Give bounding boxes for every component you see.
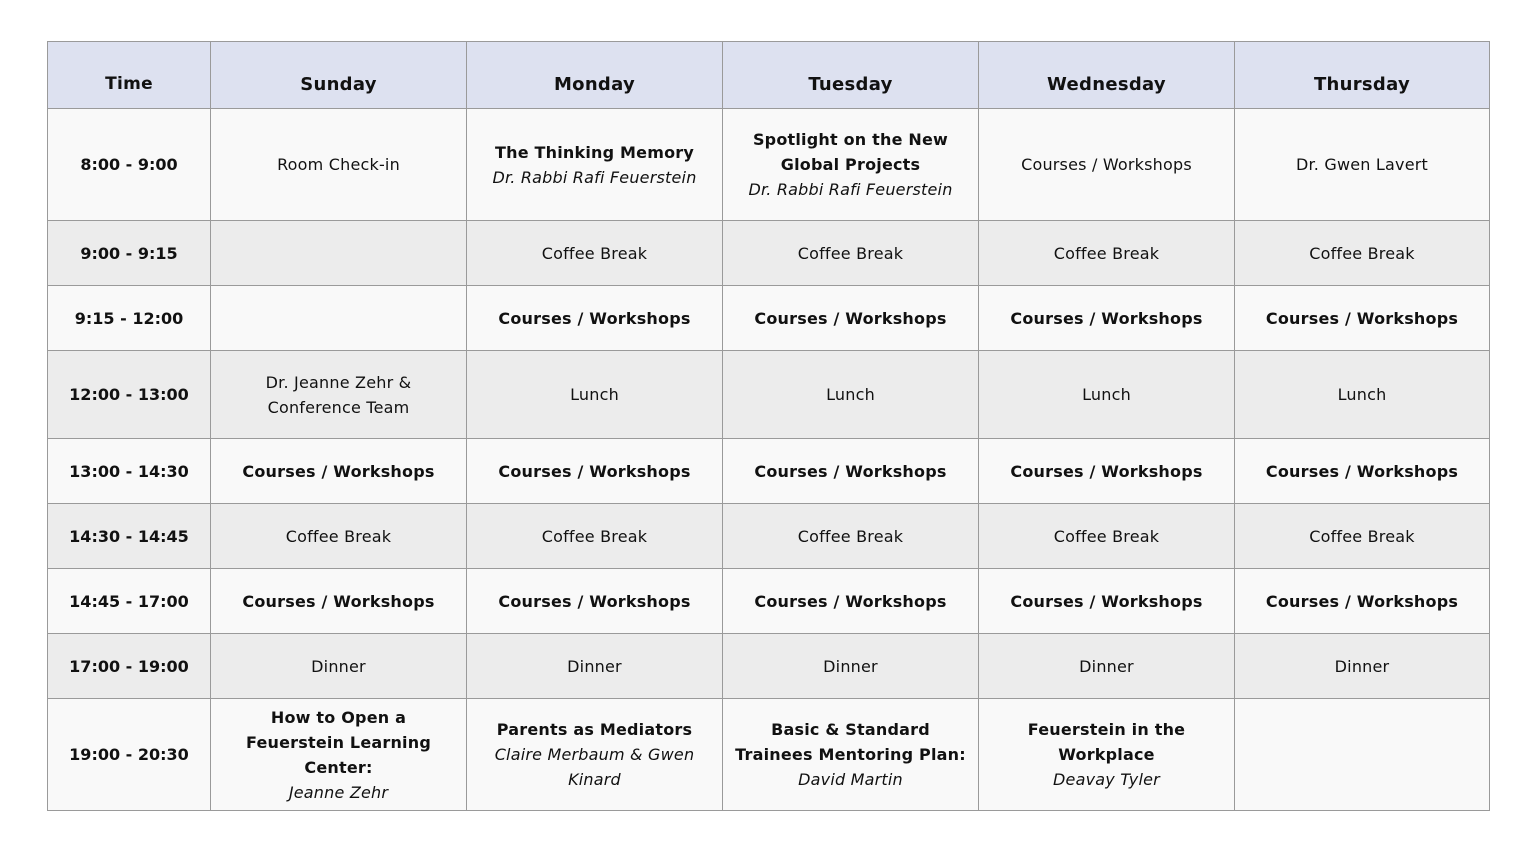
session-text: Coffee Break	[1309, 243, 1415, 263]
session-cell-thursday	[1235, 286, 1490, 351]
session-cell-sunday	[211, 109, 467, 221]
session-cell-thursday	[1235, 109, 1490, 221]
session-cell-thursday	[1235, 439, 1490, 504]
session-title: Courses / Workshops	[1010, 591, 1203, 611]
header-monday: Monday	[467, 42, 723, 109]
session-cell-monday	[467, 504, 723, 569]
session-cell-monday	[467, 221, 723, 286]
header-tuesday: Tuesday	[723, 42, 979, 109]
session-text: Dinner	[1334, 656, 1390, 676]
session-title: Courses / Workshops	[1265, 591, 1459, 611]
session-cell-tuesday	[723, 634, 979, 699]
session-text: Dr. Jeanne Zehr & Conference Team	[265, 372, 412, 417]
session-title: Courses / Workshops	[1010, 308, 1203, 328]
session-text: Coffee Break	[1309, 526, 1415, 546]
session-cell-thursday	[1235, 699, 1490, 811]
session-cell-sunday	[211, 286, 467, 351]
session-cell-thursday	[1235, 351, 1490, 439]
session-title: Courses / Workshops	[754, 308, 947, 328]
session-cell-wednesday	[979, 351, 1235, 439]
session-title: Courses / Workshops	[242, 591, 435, 611]
session-title: Courses / Workshops	[242, 461, 435, 481]
session-text: Dinner	[311, 656, 366, 676]
session-title: Courses / Workshops	[498, 591, 691, 611]
header-wednesday: Wednesday	[979, 42, 1235, 109]
time-slot: 17:00 - 19:00	[48, 634, 211, 699]
session-cell-wednesday	[979, 439, 1235, 504]
session-text: Coffee Break	[541, 243, 648, 263]
session-text: Courses / Workshops	[1021, 155, 1192, 174]
session-title: Basic & Standard Trainees Mentoring Plan:	[735, 720, 966, 764]
time-slot: 8:00 - 9:00	[48, 109, 211, 221]
session-text: Lunch	[826, 385, 875, 404]
session-cell-monday	[467, 634, 723, 699]
session-text: Lunch	[1337, 385, 1387, 404]
session-cell-wednesday	[979, 109, 1235, 221]
session-text: Dr. Gwen Lavert	[1295, 155, 1429, 174]
session-cell-tuesday	[723, 221, 979, 286]
header-time: Time	[48, 42, 211, 109]
session-cell-wednesday	[979, 634, 1235, 699]
session-text: Coffee Break	[541, 526, 648, 546]
session-text: Coffee Break	[1053, 243, 1160, 263]
session-text: Lunch	[570, 385, 619, 404]
session-cell-sunday	[211, 351, 467, 439]
session-title: Courses / Workshops	[1265, 308, 1459, 328]
session-text: Lunch	[1082, 385, 1131, 404]
session-cell-sunday	[211, 634, 467, 699]
session-title: Spotlight on the New Global Projects	[752, 130, 949, 174]
session-title: Courses / Workshops	[754, 591, 947, 611]
time-slot: 9:15 - 12:00	[48, 286, 211, 351]
session-presenter: David Martin	[798, 770, 903, 789]
header-row	[48, 42, 1490, 109]
session-text: Room Check-in	[277, 155, 400, 174]
session-title: Courses / Workshops	[1010, 461, 1203, 481]
session-title: The Thinking Memory	[494, 142, 694, 162]
session-cell-thursday	[1235, 504, 1490, 569]
schedule-row	[48, 699, 1490, 811]
session-title: Courses / Workshops	[498, 461, 691, 481]
session-title: Courses / Workshops	[1265, 461, 1459, 481]
schedule-row	[48, 569, 1490, 634]
session-cell-thursday	[1235, 634, 1490, 699]
session-cell-tuesday	[723, 286, 979, 351]
session-cell-sunday	[211, 504, 467, 569]
header-thursday: Thursday	[1235, 42, 1490, 109]
schedule-row	[48, 351, 1490, 439]
session-cell-thursday	[1235, 221, 1490, 286]
session-cell-wednesday	[979, 504, 1235, 569]
session-presenter: Claire Merbaum & Gwen Kinard	[494, 745, 695, 789]
session-text: Coffee Break	[1053, 526, 1160, 546]
time-slot: 14:30 - 14:45	[48, 504, 211, 569]
session-cell-monday	[467, 351, 723, 439]
schedule-row	[48, 504, 1490, 569]
session-presenter: Dr. Rabbi Rafi Feuerstein	[492, 167, 697, 187]
session-text: Dinner	[1079, 656, 1134, 676]
session-cell-tuesday	[723, 439, 979, 504]
session-text: Dinner	[567, 656, 622, 676]
session-cell-tuesday	[723, 504, 979, 569]
session-presenter: Dr. Rabbi Rafi Feuerstein	[748, 180, 953, 199]
session-title: Feuerstein in the Workplace	[1027, 720, 1186, 764]
session-cell-sunday	[211, 221, 467, 286]
session-cell-monday	[467, 569, 723, 634]
session-cell-monday	[467, 109, 723, 221]
session-text: Coffee Break	[285, 526, 392, 546]
session-cell-tuesday	[723, 109, 979, 221]
session-cell-tuesday	[723, 569, 979, 634]
header-sunday: Sunday	[211, 42, 467, 109]
time-slot: 9:00 - 9:15	[48, 221, 211, 286]
session-presenter: Deavay Tyler	[1053, 770, 1160, 789]
session-presenter: Jeanne Zehr	[288, 782, 389, 802]
session-cell-sunday	[211, 569, 467, 634]
session-title: Courses / Workshops	[754, 461, 947, 481]
session-cell-wednesday	[979, 569, 1235, 634]
schedule-row	[48, 439, 1490, 504]
schedule-row	[48, 634, 1490, 699]
schedule-row	[48, 109, 1490, 221]
session-cell-tuesday	[723, 699, 979, 811]
session-cell-monday	[467, 439, 723, 504]
session-text: Coffee Break	[797, 526, 904, 546]
schedule-row	[48, 286, 1490, 351]
session-cell-monday	[467, 286, 723, 351]
schedule-row	[48, 221, 1490, 286]
session-text: Coffee Break	[797, 243, 904, 263]
session-cell-tuesday	[723, 351, 979, 439]
session-cell-wednesday	[979, 286, 1235, 351]
session-cell-wednesday	[979, 221, 1235, 286]
session-text: Dinner	[823, 656, 878, 676]
session-cell-thursday	[1235, 569, 1490, 634]
schedule-body	[48, 109, 1490, 811]
session-title: Courses / Workshops	[498, 308, 691, 328]
session-title: Parents as Mediators	[496, 720, 693, 739]
time-slot: 14:45 - 17:00	[48, 569, 211, 634]
session-cell-monday	[467, 699, 723, 811]
time-slot: 19:00 - 20:30	[48, 699, 211, 811]
session-cell-wednesday	[979, 699, 1235, 811]
schedule-table	[47, 41, 1490, 811]
session-title: How to Open a Feuerstein Learning Center:	[246, 707, 431, 777]
time-slot: 12:00 - 13:00	[48, 351, 211, 439]
session-cell-sunday	[211, 699, 467, 811]
time-slot: 13:00 - 14:30	[48, 439, 211, 504]
session-cell-sunday	[211, 439, 467, 504]
